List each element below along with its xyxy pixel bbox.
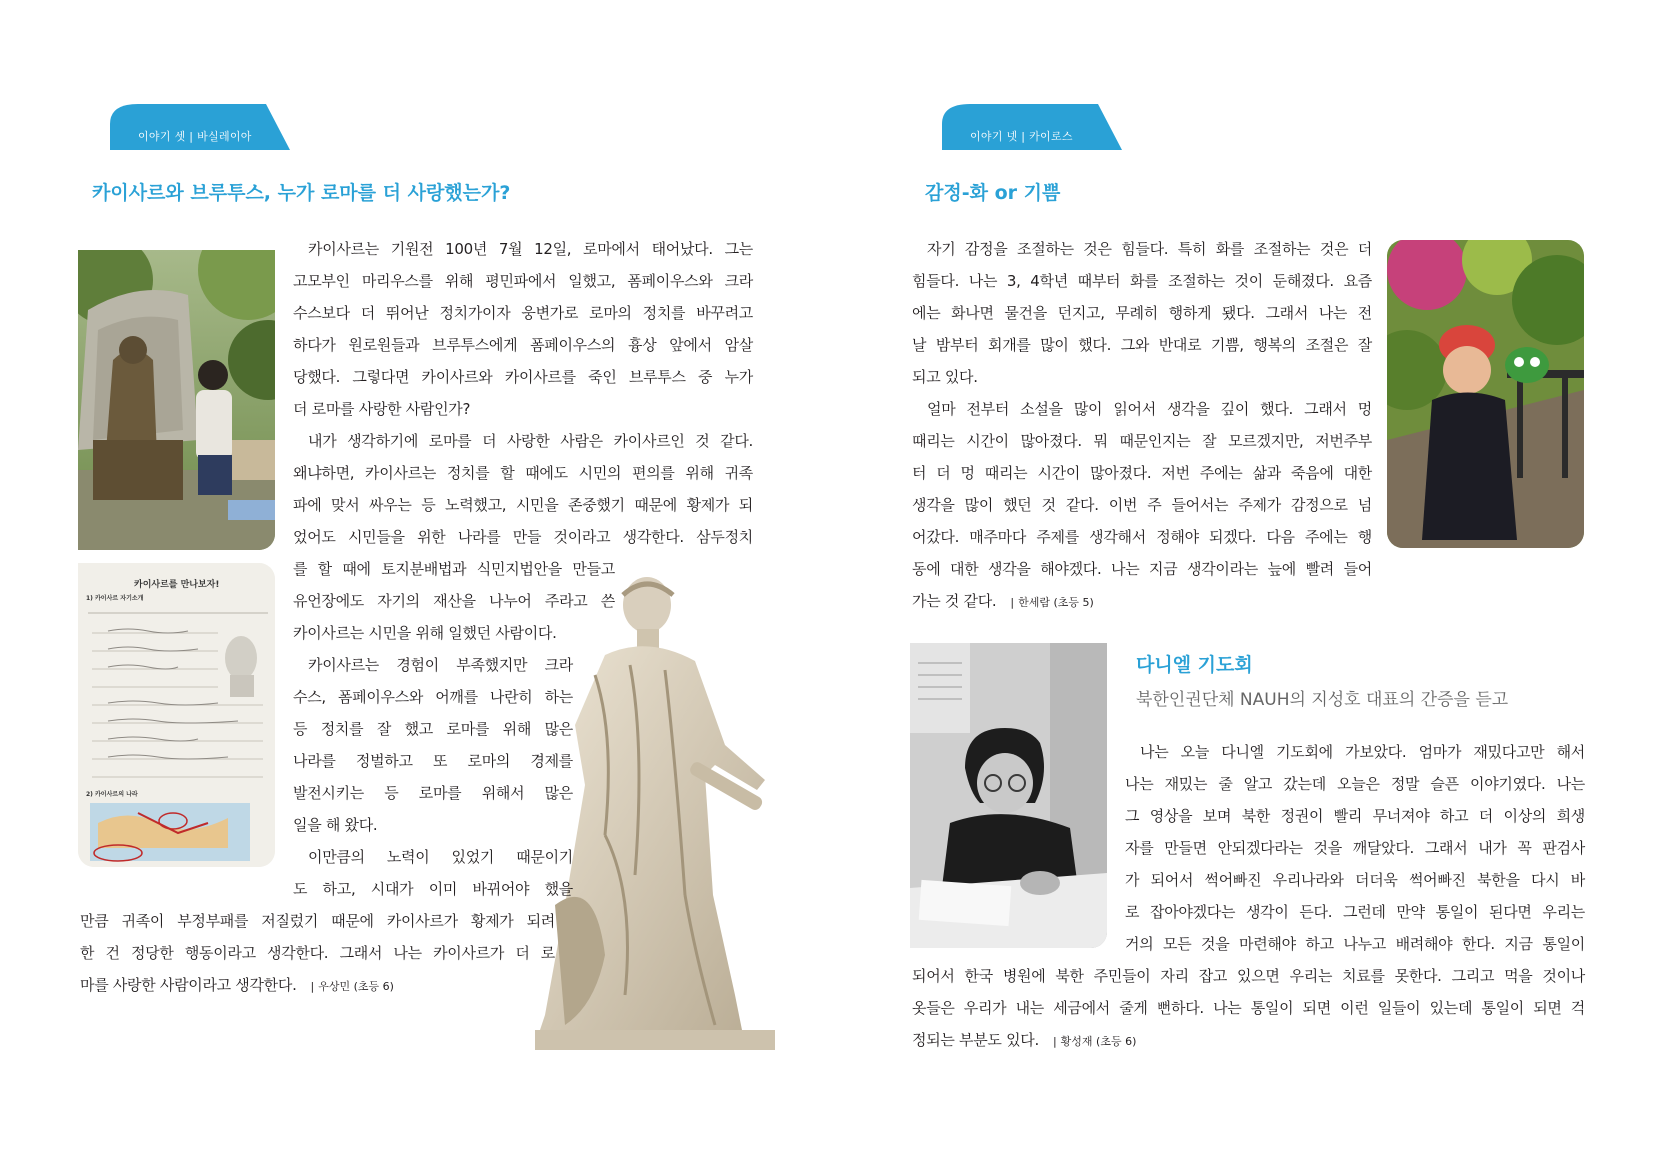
text-line: 당했다. 그렇다면 카이사르와 카이사르를 죽인 브루투스 중 누가 bbox=[293, 368, 753, 386]
section-tab-right bbox=[942, 104, 1122, 152]
statue-photo bbox=[78, 250, 275, 550]
tab-label: 이야기 셋 | 바실레이아 bbox=[138, 130, 252, 143]
article-title: 카이사르와 브루투스, 누가 로마를 더 사랑했는가? bbox=[92, 182, 511, 204]
section-tab-left bbox=[110, 104, 290, 152]
author-credit: | 한세람 (초등 5) bbox=[1010, 596, 1094, 609]
author-credit: | 우상민 (초등 6) bbox=[310, 980, 394, 993]
article-body-left-mid bbox=[293, 553, 615, 649]
text-line: 되어서 한국 병원에 북한 주민들이 자리 잡고 있으면 우리는 치료를 못한다. 그리고 먹을 것이나 bbox=[912, 967, 1585, 985]
text-line: 등 정치를 잘 했고 로마를 위해 많은 bbox=[293, 720, 573, 738]
worksheet-heading: 카이사르를 만나보자! bbox=[134, 580, 220, 590]
text-line-with-credit bbox=[80, 969, 555, 1003]
text-line: 때리는 시간이 많아졌다. 뭐 때문인지는 잘 모르겠지만, 저번주부 bbox=[912, 432, 1372, 450]
text-line: 옷들은 우리가 내는 세금에서 줄게 뻔하다. 나는 통일이 되면 이런 일들이 있는데 통일이 되면 걱 bbox=[912, 999, 1585, 1017]
text-line: 그 영상을 보며 북한 정권이 빨리 무너져야 하고 더 이상의 희생 bbox=[1125, 807, 1585, 825]
text-line-with-credit bbox=[912, 1024, 1585, 1058]
text-line: 하다가 원로원들과 브루투스에게 폼페이우스의 흉상 앞에서 암살 bbox=[293, 336, 753, 354]
author-credit: | 황성재 (초등 6) bbox=[1052, 1035, 1137, 1048]
section2-title: 다니엘 기도회 bbox=[1136, 654, 1253, 676]
text-line: 었어도 시민들을 위한 나라를 만들 것이라고 생각한다. 삼두정치 bbox=[293, 528, 753, 546]
text-line: 가는 것 같다. bbox=[912, 592, 997, 610]
article-title: 감정-화 or 기쁨 bbox=[925, 182, 1061, 204]
worksheet-photo bbox=[78, 563, 275, 867]
text-line: 거의 모든 것을 마련해야 하고 나누고 배려해야 한다. 지금 통일이 bbox=[1125, 935, 1585, 953]
author-name: 우상민 (초등 6) bbox=[318, 980, 394, 993]
text-line: 를 할 때에 토지분배법과 식민지법안을 만들고 bbox=[293, 560, 615, 578]
text-line: 내가 생각하기에 로마를 더 사랑한 사람은 카이사르인 것 같다. bbox=[308, 432, 753, 450]
text-line: 동에 대한 생각을 해야겠다. 나는 지금 생각이라는 늪에 빨려 들어 bbox=[912, 560, 1372, 578]
text-line: 로 잡아야겠다는 생각이 든다. 그런데 만약 통일이 된다면 우리는 bbox=[1125, 903, 1585, 921]
boy-studying-photo bbox=[910, 643, 1107, 948]
text-line: 발전시키는 등 로마를 위해서 많은 bbox=[293, 784, 573, 802]
text-line: 카이사르는 시민을 위해 일했던 사람이다. bbox=[293, 624, 557, 642]
text-line: 일을 해 왔다. bbox=[293, 816, 378, 834]
text-line: 얼마 전부터 소설을 많이 읽어서 생각을 깊이 했다. 그래서 멍 bbox=[927, 400, 1372, 418]
author-name: 황성재 (초등 6) bbox=[1060, 1035, 1137, 1048]
text-line: 카이사르는 경험이 부족했지만 크라 bbox=[308, 656, 573, 674]
article-body-right-top bbox=[912, 233, 1372, 619]
worksheet-section-2: 2) 카이사르의 나라 bbox=[86, 791, 138, 798]
text-line: 왜냐하면, 카이사르는 정치를 할 때에도 시민의 편의를 위해 귀족 bbox=[293, 464, 753, 482]
text-line: 가 되어서 썩어빠진 우리나라와 더더욱 썩어빠진 북한을 다시 바 bbox=[1125, 871, 1585, 889]
worksheet-section-1: 1) 카이사르 자기소개 bbox=[86, 595, 144, 602]
tab-label: 이야기 넷 | 카이로스 bbox=[970, 130, 1073, 143]
text-line: 한 건 정당한 행동이라고 생각한다. 그래서 나는 카이사르가 더 로 bbox=[80, 944, 555, 962]
text-line: 터 더 멍 때리는 시간이 많아졌다. 저번 주에는 삶과 죽음에 대한 bbox=[912, 464, 1372, 482]
article-body-left-bottom bbox=[80, 905, 555, 1003]
text-line: 유언장에도 자기의 재산을 나누어 주라고 쓴 bbox=[293, 592, 615, 610]
author-name: 한세람 (초등 5) bbox=[1018, 596, 1094, 609]
text-line: 정되는 부분도 있다. bbox=[912, 1031, 1039, 1049]
text-line: 나는 오늘 다니엘 기도회에 가보았다. 엄마가 재밌다고만 해서 bbox=[1140, 743, 1585, 761]
boy-helmet-photo bbox=[1387, 240, 1584, 548]
text-line: 수스보다 더 뛰어난 정치가이자 웅변가로 로마의 정치를 바꾸려고 bbox=[293, 304, 753, 322]
text-line: 에는 화나면 물건을 던지고, 무례히 행하게 됐다. 그래서 나는 전 bbox=[912, 304, 1372, 322]
text-line: 어갔다. 매주마다 주제를 생각해서 정해야 되겠다. 다음 주에는 행 bbox=[912, 528, 1372, 546]
section2-subtitle: 북한인권단체 NAUH의 지성호 대표의 간증을 듣고 bbox=[1136, 690, 1509, 710]
text-line: 만큼 귀족이 부정부패를 저질렀기 때문에 카이사르가 황제가 되려 bbox=[80, 912, 555, 930]
article-body-left-narrow bbox=[293, 649, 573, 905]
text-line: 나라를 정벌하고 또 로마의 경제를 bbox=[293, 752, 573, 770]
text-line: 도 하고, 시대가 이미 바뀌어야 했을 bbox=[293, 880, 573, 898]
section2-heading bbox=[1136, 650, 1508, 710]
text-line: 더 로마를 사랑한 사람인가? bbox=[293, 400, 471, 418]
text-line: 수스, 폼페이우스와 어깨를 나란히 하는 bbox=[293, 688, 573, 706]
text-line: 힘들다. 나는 3, 4학년 때부터 화를 조절하는 것이 둔해졌다. 요즘 bbox=[912, 272, 1372, 290]
text-line: 날 밤부터 회개를 많이 했다. 그와 반대로 기쁨, 행복의 조절은 잘 bbox=[912, 336, 1372, 354]
text-line: 자를 만들면 안되겠다라는 것을 깨달았다. 그래서 내가 꼭 판검사 bbox=[1125, 839, 1585, 857]
article-body-right-section2-bottom bbox=[912, 960, 1585, 1058]
text-line: 이만큼의 노력이 있었기 때문이기 bbox=[308, 848, 573, 866]
text-line: 자기 감정을 조절하는 것은 힘들다. 특히 화를 조절하는 것은 더 bbox=[927, 240, 1372, 258]
article-body-left-top bbox=[293, 233, 753, 553]
text-line: 고모부인 마리우스를 위해 평민파에서 일했고, 폼페이우스와 크라 bbox=[293, 272, 753, 290]
text-line: 마를 사랑한 사람이라고 생각한다. bbox=[80, 976, 297, 994]
text-line: 생각을 많이 했던 것 같다. 이번 주 들어서는 주제가 감정으로 넘 bbox=[912, 496, 1372, 514]
text-line: 카이사르는 기원전 100년 7월 12일, 로마에서 태어났다. 그는 bbox=[308, 240, 753, 258]
text-line: 되고 있다. bbox=[912, 368, 978, 386]
article-body-right-section2 bbox=[1125, 736, 1585, 960]
text-line: 나는 재밌는 줄 알고 갔는데 오늘은 정말 슬픈 이야기였다. 나는 bbox=[1125, 775, 1585, 793]
text-line: 파에 맞서 싸우는 등 노력했고, 시민을 존중했기 때문에 황제가 되 bbox=[293, 496, 753, 514]
text-line-with-credit bbox=[912, 585, 1372, 619]
